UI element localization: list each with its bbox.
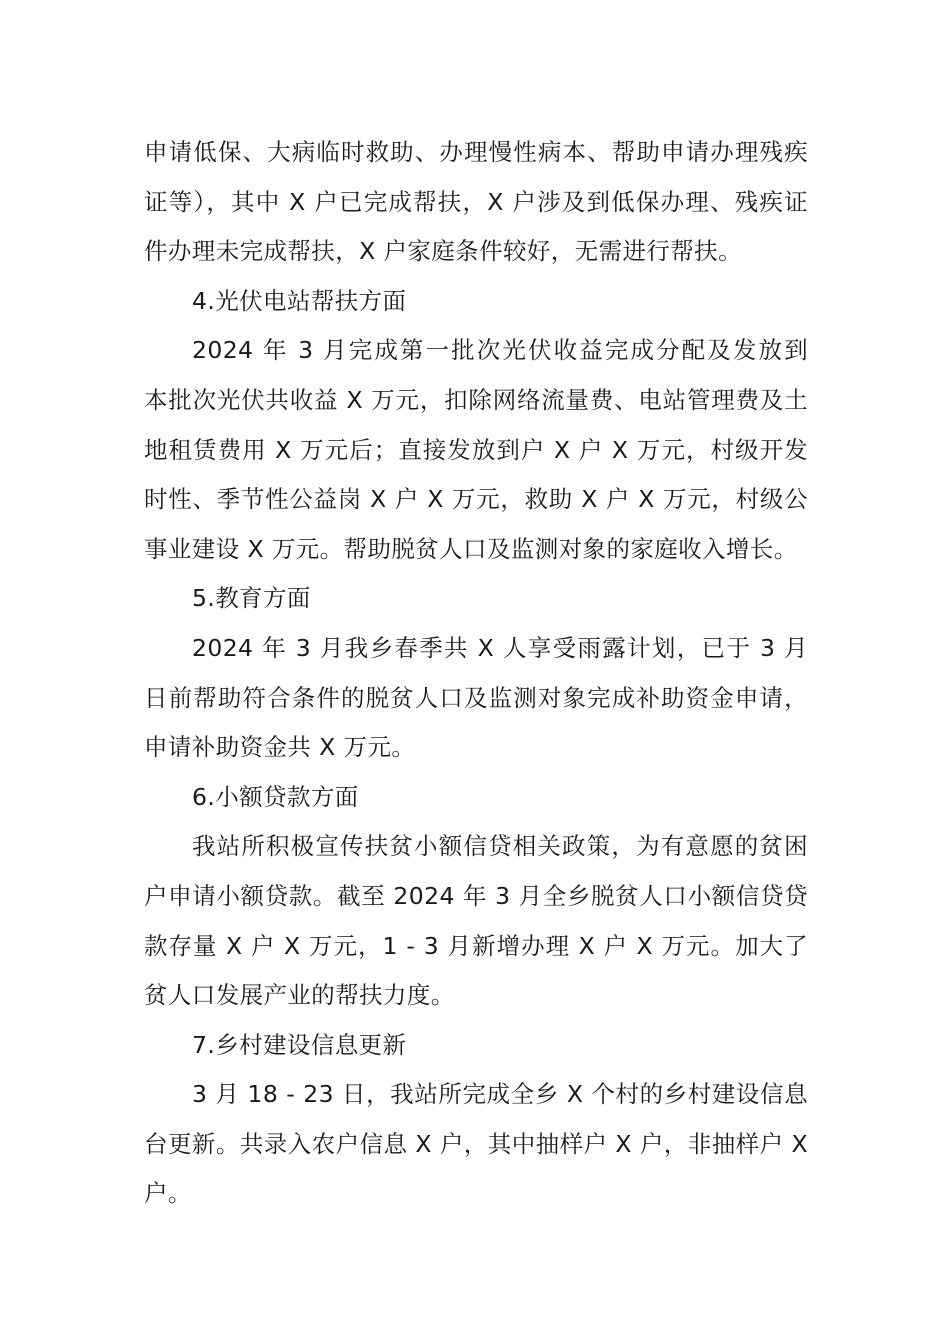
text-line: 事业建设 X 万元。帮助脱贫人口及监测对象的家庭收入增长。 [144, 534, 798, 563]
text-line: 款存量 X 户 X 万元，1 - 3 月新增办理 X 户 X 万元。加大了 [144, 931, 808, 960]
text-line: 本批次光伏共收益 X 万元，扣除网络流量费、电站管理费及土 [144, 385, 808, 414]
paragraph-first-line: 3 月 18 - 23 日，我站所完成全乡 X 个村的乡村建设信息 [192, 1080, 808, 1109]
text-line: 证等），其中 X 户已完成帮扶，X 户涉及到低保办理、残疾证 [144, 187, 808, 216]
document-body [144, 128, 808, 1219]
text-line: 日前帮助符合条件的脱贫人口及监测对象完成补助资金申请， [144, 683, 808, 712]
text-line: 台更新。共录入农户信息 X 户，其中抽样户 X 户，非抽样户 X [144, 1129, 808, 1158]
paragraph-first-line: 2024 年 3 月完成第一批次光伏收益完成分配及发放到 [192, 336, 808, 365]
text-line: 户。 [144, 1179, 192, 1208]
text-line: 申请低保、大病临时救助、办理慢性病本、帮助申请办理残疾 [144, 138, 808, 166]
paragraph-first-line: 5.教育方面 [192, 584, 311, 613]
text-line: 户申请小额贷款。截至 2024 年 3 月全乡脱贫人口小额信贷贷 [144, 881, 808, 910]
text-line: 申请补助资金共 X 万元。 [144, 733, 416, 762]
text-line: 时性、季节性公益岗 X 户 X 万元，救助 X 户 X 万元，村级公 [144, 485, 808, 514]
text-line: 地租赁费用 X 万元后；直接发放到户 X 户 X 万元，村级开发 [144, 435, 808, 464]
paragraph-first-line: 6.小额贷款方面 [192, 782, 359, 811]
paragraph-first-line: 4.光伏电站帮扶方面 [192, 286, 407, 315]
paragraph-first-line: 7.乡村建设信息更新 [192, 1030, 407, 1059]
paragraph-first-line: 2024 年 3 月我乡春季共 X 人享受雨露计划，已于 3 月 [192, 633, 808, 662]
paragraph-first-line: 我站所积极宣传扶贫小额信贷相关政策，为有意愿的贫困 [192, 832, 808, 861]
text-line: 贫人口发展产业的帮扶力度。 [144, 981, 455, 1010]
text-line: 件办理未完成帮扶，X 户家庭条件较好，无需进行帮扶。 [144, 237, 742, 266]
